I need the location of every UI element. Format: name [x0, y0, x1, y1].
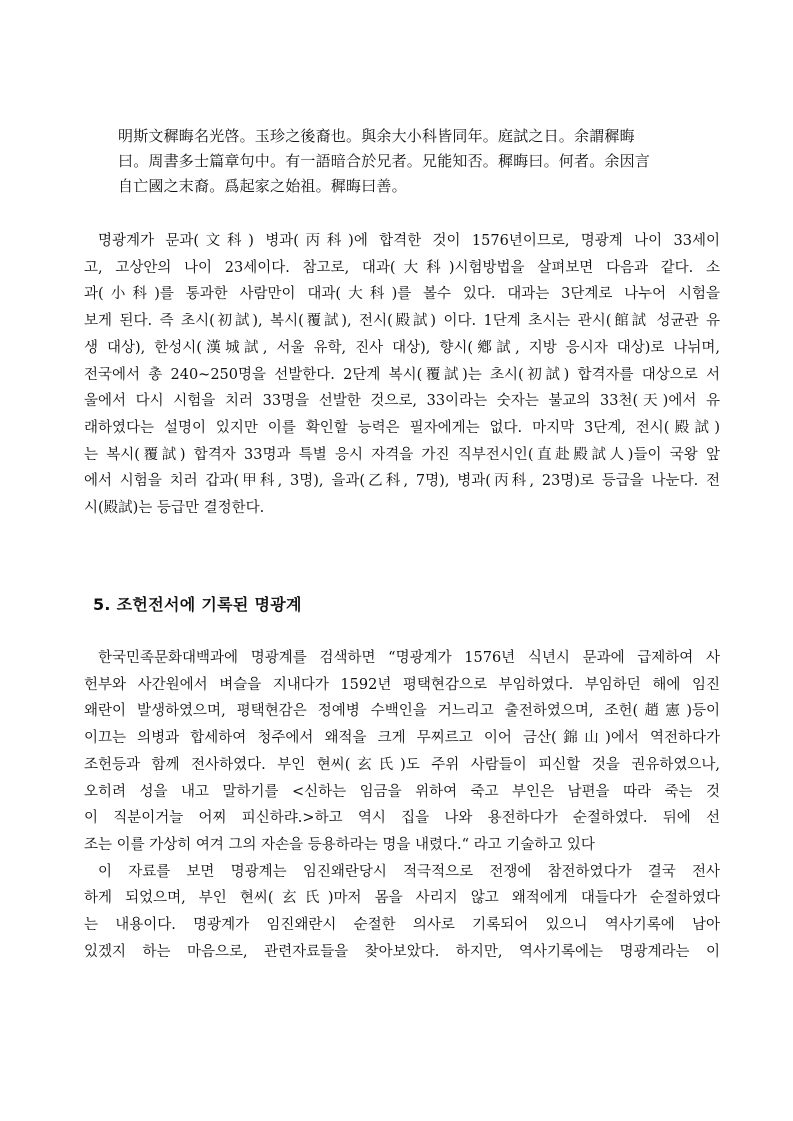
paragraph-line: 는 내용이다. 명광계가 임진왜란시 순절한 의사로 기록되어 있으니 역사기록에 남아: [84, 917, 720, 934]
paragraph-line: 이 자료를 보면 명광계는 임진왜란당시 적극적으로 전쟁에 참전하였다가 결국 전사: [98, 863, 720, 880]
paragraph-line: 한국민족문화대백과에 명광계를 검색하면 “명광계가 1576년 식년시 문과에 급제하여 사: [98, 650, 720, 666]
paragraph-line: 전국에서 총 240~250명을 선발한다. 2단계 복시(覆試)는 초시(初試) 합격자를 대상으로 서: [84, 366, 720, 383]
paragraph-line: 이끄는 의병과 합세하여 청주에서 왜적을 크게 무찌르고 이어 금산(錦山)에서 역전하다가: [84, 730, 720, 747]
paragraph-line: 생 대상), 한성시(漢城試, 서울 유학, 진사 대상), 향시(鄕試, 지방 응시자 대상)로 나뉘며,: [84, 339, 720, 356]
paragraph-line: 과(小科)를 통과한 사람만이 대과(大科)를 볼수 있다. 대과는 3단계로 나누어 시험을: [84, 286, 720, 303]
paragraph-line: 명광계가 문과(文科) 병과(丙科)에 합격한 것이 1576년이므로, 명광계 나이 33세이: [98, 233, 720, 249]
quote-line: 明斯文穉晦名光啓。玉珍之後裔也。與余大小科皆同年。庭試之日。余謂穉晦: [118, 127, 635, 145]
classical-chinese-quote: [118, 124, 718, 199]
paragraph-line: 고, 고상안의 나이 23세이다. 참고로, 대과(大科)시험방법을 살펴보면 다음과 같다. 소: [84, 259, 720, 276]
quote-line: 自亡國之末裔。爲起家之始祖。穉晦曰善。: [118, 177, 407, 195]
paragraph-line: 래하였다는 설명이 있지만 이를 확인할 능력은 필자에게는 없다. 마지막 3단계, 전시(殿試): [84, 419, 720, 436]
paragraph-line: 있겠지 하는 마음으로, 관련자료들을 찾아보았다. 하지만, 역사기록에는 명광계라는 이: [84, 943, 720, 960]
paragraph-line: 조헌등과 함께 전사하였다. 부인 현씨(玄氏)도 주위 사람들이 피신할 것을 권유하였으나,: [84, 756, 720, 773]
paragraph-line: 보게 된다. 즉 초시(初試), 복시(覆試), 전시(殿試) 이다. 1단계 초시는 관시(館試 성균관 유: [84, 313, 720, 330]
exam-system-paragraph: [84, 228, 720, 522]
section-heading: 5. 조헌전서에 기록된 명광계: [93, 595, 302, 614]
paragraph-line: 울에서 다시 시험을 치러 33명을 선발한 것으로, 33이라는 숫자는 불교의 33천(天)에서 유: [84, 393, 720, 410]
paragraph-line: 헌부와 사간원에서 벼슬을 지내다가 1592년 평택현감으로 부임하였다. 부임하던 해에 임진: [84, 676, 720, 693]
quote-line: 曰。周書多士篇章句中。有一語暗合於兄者。兄能知否。穉晦曰。何者。余因言: [118, 152, 651, 170]
paragraph-line: 는 복시(覆試) 합격자 33명과 특별 응시 자격을 가진 직부전시인(直赴殿試人)들이 국왕 앞: [84, 446, 720, 463]
encyclopedia-paragraph: [84, 645, 720, 965]
paragraph-line: 하게 되었으며, 부인 현씨(玄氏)마저 몸을 사리지 않고 왜적에게 대들다가 순절하였다: [84, 890, 720, 907]
paragraph-line: 오히려 성을 내고 말하기를 <신하는 임금을 위하여 죽고 부인은 남편을 따라 죽는 것: [84, 783, 720, 800]
paragraph-line: 조는 이를 가상히 여겨 그의 자손을 등용하라는 명을 내렸다.“ 라고 기술하고 있다: [84, 836, 595, 853]
paragraph-line: 왜란이 발생하였으며, 평택현감은 정예병 수백인을 거느리고 출전하였으며, 조헌(趙憲)등이: [84, 703, 720, 720]
paragraph-line: 이 직분이거늘 어찌 피신하랴.>하고 역시 집을 나와 용전하다가 순절하였다. 뒤에 선: [84, 810, 720, 827]
paragraph-line: 에서 시험을 치러 갑과(甲科, 3명), 을과(乙科, 7명), 병과(丙科, 23명)로 등급을 나눈다. 전: [84, 473, 720, 490]
paragraph-line: 시(殿試)는 등급만 결정한다.: [84, 500, 265, 517]
